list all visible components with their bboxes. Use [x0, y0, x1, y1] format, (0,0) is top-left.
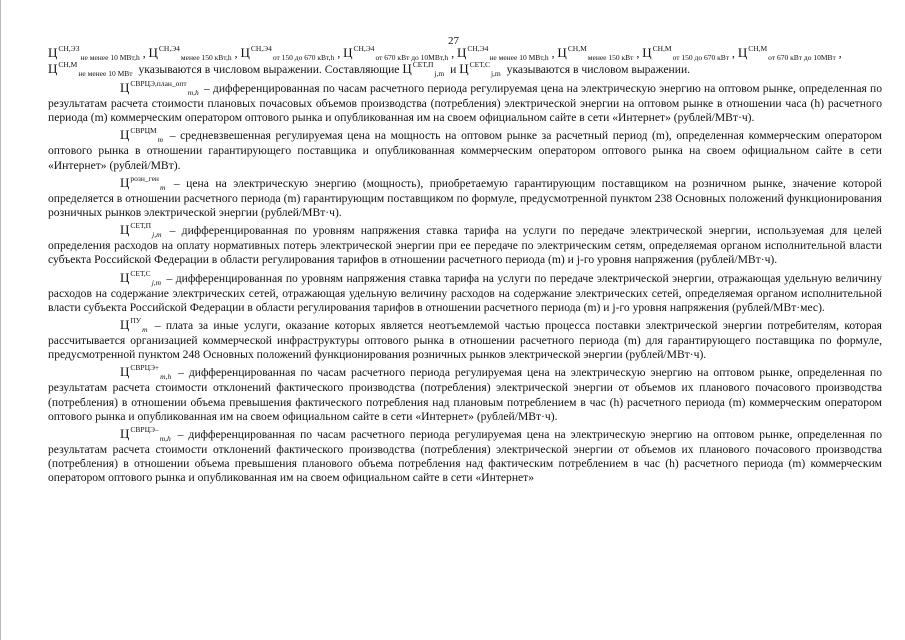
definition-text: – дифференцированная по часам расчетного периода регулируемая цена на электрическую энергию на оптовом рынке, определенная по результатам расчета стоимости плановых почасовых объемов производства (потребления) электрической энергии на оптовом рынке в отношении часа (h) расчетного периода (m) коммерческим оператором оптового рынка и опубликованная им на своем официальном сайте в сети «Интернет» (рублей/МВт·ч).	[48, 82, 882, 125]
definition-symbol: $Ц^{СВРЦЭ,план\_опт}_{m,h}$	[120, 79, 199, 97]
definition-set-s	[48, 268, 882, 315]
definition-symbol: $Ц^{СВРЦМ}_m$	[120, 126, 164, 145]
symbols-and: и	[450, 63, 457, 76]
definition-svrce-minus	[48, 427, 882, 486]
page-number: 27	[448, 35, 459, 47]
symbol-sn-e4-10mw: $Ц^{СН,Э4}_{не менее 10 МВт,h}$	[456, 44, 549, 62]
definition-rozn-gen	[48, 173, 882, 220]
definition-svrce-plan	[48, 81, 882, 125]
definition-svrcm	[48, 128, 882, 172]
definition-set-p	[48, 223, 882, 267]
symbol-sn-e3-10mw: $Ц^{СН,ЭЗ}_{не менее 10 МВт,h}$	[48, 44, 140, 62]
symbol-set-p: $Ц^{СЕТ,П}_{j,m}$	[402, 60, 445, 78]
symbol-set-s: $Ц^{СЕТ,С}_{j,m}$	[459, 60, 501, 78]
symbol-sn-e4-150kw: $Ц^{СН,Э4}_{менее 150 кВт,h}$	[148, 44, 232, 62]
symbol-sn-m-150-670kw: $Ц^{СН,М}_{от 150 до 670 кВт}$	[642, 44, 730, 62]
symbol-sn-m-150kw: $Ц^{СН,М}_{менее 150 кВт}$	[557, 44, 634, 62]
definition-symbol: $Ц^{СВРЦЭ-}_{m,h}$	[120, 425, 171, 444]
definition-symbol: $Ц^{ПУ}_m$	[120, 316, 148, 335]
definition-pu	[48, 318, 882, 362]
definition-symbol: $Ц^{СЕТ,С}_{j,m}$	[120, 268, 162, 287]
symbols-tail-post: указываются в числовом выражении.	[506, 63, 691, 76]
definition-text: – средневзвешенная регулируемая цена на мощность на оптовом рынке за расчетный период (m), определенная коммерческим оператором оптового рынка в отношении гарантирующего поставщика и опубликованная коммерческим оператором оптового рынка на своем официальном сайте в сети «Интернет» (рублей/МВт).	[48, 129, 882, 172]
symbols-tail-pre: указываются в числовом выражении. Составляющие	[138, 63, 400, 76]
definition-symbol: $Ц^{СЕТ,П}_{j,m}$	[120, 221, 162, 240]
definition-text: – плата за иные услуги, оказание которых является неотъемлемой частью процесса поставки электрической энергии потребителям, которая рассчитывается организацией коммерческой инфраструктуры оптового рынка в отношении расчетного периода (m) для гарантирующего поставщика по формуле, предусмотренной пунктом 248 Основных положений функционирования розничных рынков электрической энергии (рублей/МВт·ч).	[48, 319, 882, 362]
symbol-sn-m-670kw-10mw: $Ц^{СН,М}_{от 670 кВт до 10МВт}$	[737, 44, 836, 62]
definition-text: – дифференцированная по уровням напряжения ставка тарифа на услуги по передаче электрической энергии, отражающая удельную величину расходов на содержание электрических сетей, отражающая удельную величину расходов на содержание электрических сетей, определяемая органом исполнительной власти субъекта Российской Федерации в области регулирования тарифов в отношении расчетного периода (m) и j-го уровня напряжения (рублей/МВт·мес).	[48, 271, 882, 314]
definition-svrce-plus	[48, 365, 882, 424]
definition-text: – цена на электрическую энергию (мощность), приобретаемую гарантирующим поставщиком на розничном рынке, значение которой определяется в отношении расчетного периода (m) гарантирующим поставщиком по формуле, предусмотренной пунктом 238 Основных положений функционирования розничных рынков электрической энергии (рублей/МВт·ч).	[48, 176, 882, 220]
symbols-line: $Ц^{СН,ЭЗ}_{не менее 10 МВт,h}$ , $Ц^{СН,Э4}_{менее 150 кВт,h}$ , $Ц^{СН,Э4}_{от 150 до 670 кВт,h}$ , $Ц^{СН,Э4}_{от 670 кВт до 10МВт,h}$ , $Ц^{СН,Э4}_{не менее 10 МВт,h}$ , $Ц^{СН,М}_{менее 150 кВт}$ , $Ц^{СН,М}_{от 150 до 670 кВт}$ , $Ц^{СН,М}_{от 670 кВт до 10МВт}$ , $Ц^{СН,М}_{не менее 10 МВт}$ указываются в числовом выражении. Составляющие $Ц^{СЕТ,П}_{j,m}$ и $Ц^{СЕТ,С}_{j,m}$ указываются в числовом выражении.	[48, 44, 842, 78]
symbol-sn-e4-150-670kw: $Ц^{СН,Э4}_{от 150 до 670 кВт,h}$	[240, 44, 335, 62]
document-body	[48, 46, 882, 489]
definition-symbol: $Ц^{СВРЦЭ+}_{m,h}$	[120, 363, 172, 382]
definition-text: – дифференцированная по часам расчетного периода регулируемая цена на электрическую энергию на оптовом рынке, определенная по результатам расчета стоимости отклонений фактического производства (потребления) электрической энергии от объемов их планового почасового производства (потребления) в отношении объема превышения планового объема потребления над фактическим потреблением в час (h) расчетного периода (m) коммерческим оператором оптового рынка и опубликованная им на своем официальном сайте в сети «Интернет»	[48, 428, 882, 485]
definition-text: – дифференцированная по уровням напряжения ставка тарифа на услуги по передаче электрической энергии, используемая для целей определения расходов на оплату нормативных потерь электрической энергии при ее передаче по электрическим сетям, определяемая органом исполнительной власти субъекта Российской Федерации в области регулирования тарифов в отношении расчетного периода (m) и j-го уровня напряжения (рублей/МВт·ч).	[48, 224, 882, 267]
definition-symbol: $Ц^{розн\_ген}_m$	[120, 173, 166, 192]
definition-text: – дифференцированная по часам расчетного периода регулируемая цена на электрическую энергию на оптовом рынке, определенная по результатам расчета стоимости отклонений фактического производства (потребления) электрической энергии от объемов их планового почасового производства (потребления) в отношении объема превышения фактического потребления над плановым потреблением в час (h) расчетного периода (m) коммерческим оператором оптового рынка и опубликованная им на своем официальном сайте в сети «Интернет» (рублей/МВт·ч).	[48, 366, 882, 423]
symbol-sn-e4-670kw-10mw: $Ц^{СН,Э4}_{от 670 кВт до 10МВт,h}$	[343, 44, 449, 62]
symbol-sn-m-10mw: $Ц^{СН,М}_{не менее 10 МВт}$	[48, 60, 133, 78]
